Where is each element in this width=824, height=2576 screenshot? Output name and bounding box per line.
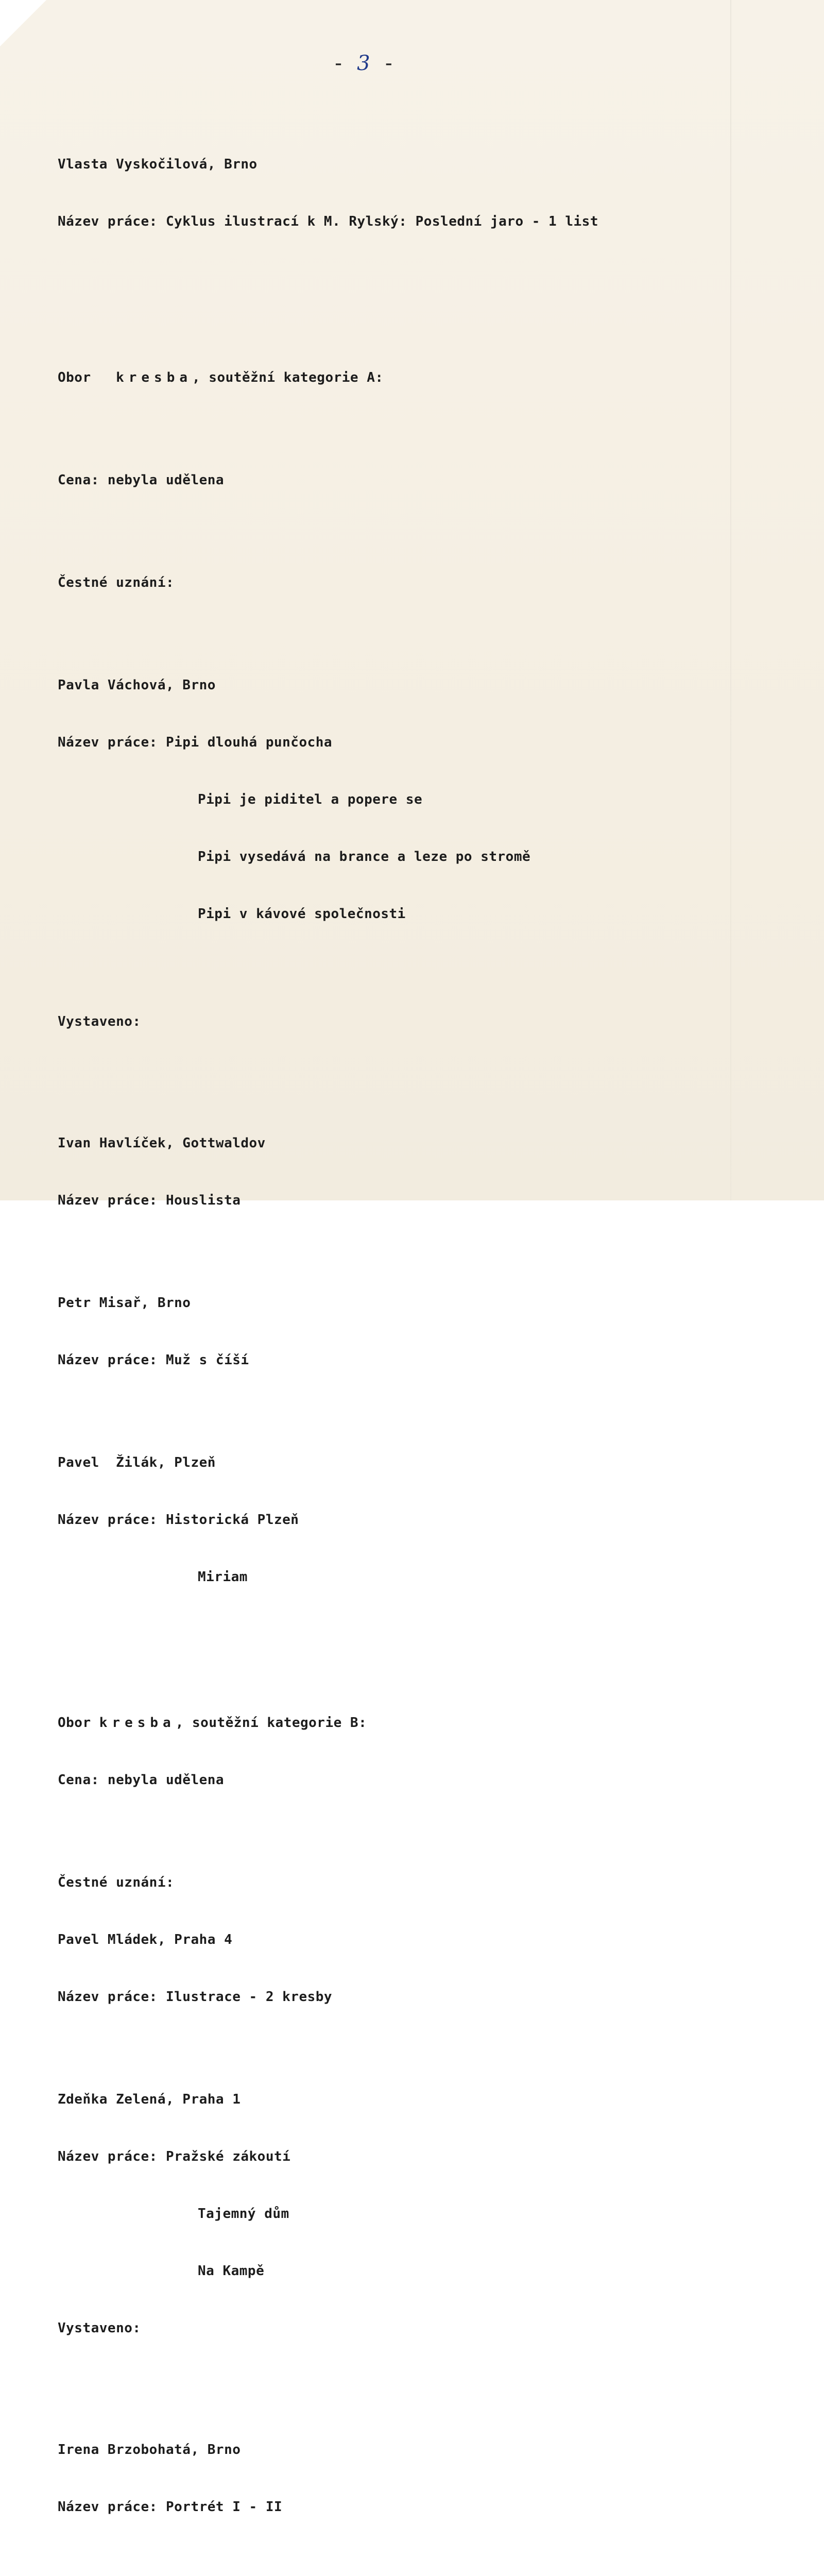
title-label: Název práce: (58, 2499, 166, 2515)
spacer (58, 2045, 774, 2052)
obor-label: Obor (58, 1715, 99, 1731)
section-a-honored-author: Pavla Váchová, Brno (58, 677, 216, 693)
exhibit-title (58, 1351, 774, 1370)
section-a-cestne-label: Čestné uznání: (58, 575, 175, 590)
page-number-prefix: - (332, 52, 357, 75)
exhibit-author: Pavel Žilák, Plzeň (58, 1455, 216, 1470)
spacer (58, 426, 774, 433)
section-a-honored-title (58, 733, 774, 752)
header-title: Cyklus ilustrací k M. Rylský: Poslední jaro - 1 list (166, 214, 598, 229)
title-label: Název práce: (58, 214, 166, 229)
document-body (58, 98, 774, 2576)
honored-author: Pavel Mládek, Praha 4 (58, 1932, 233, 1947)
section-b-cena: Cena: nebyla udělena (58, 1772, 225, 1788)
title-label: Název práce: (58, 1193, 166, 1208)
torn-corner (0, 0, 46, 46)
page-number-suffix: - (370, 52, 395, 75)
spacer (58, 1408, 774, 1415)
honored-title (58, 1988, 774, 2007)
spacer (58, 631, 774, 638)
title-label: Název práce: (58, 2149, 166, 2164)
spacer (58, 289, 774, 311)
section-a-cena: Cena: nebyla udělena (58, 472, 225, 488)
work-title: Miriam (198, 1569, 248, 1585)
work-title: Muž s číší (166, 1352, 249, 1368)
title-label: Název práce: (58, 1352, 166, 1368)
work-title: Houslista (166, 1193, 241, 1208)
spacer (58, 2555, 774, 2562)
section-b-vystaveno-label: Vystaveno: (58, 2320, 141, 2336)
section-b-heading (58, 1714, 774, 1733)
section-a-heading (58, 368, 774, 387)
work-title: Historická Plzeň (166, 1512, 299, 1528)
header-author: Vlasta Vyskočilová, Brno (58, 157, 258, 172)
obor-spaced: kresba (99, 1715, 176, 1731)
work-title: Pražské zákoutí (166, 2149, 291, 2164)
work-title: Pipi dlouhá punčocha (166, 735, 333, 750)
spacer (58, 528, 774, 535)
exhibit-author: Ivan Havlíček, Gottwaldov (58, 1136, 266, 1151)
exhibit-title (58, 1191, 774, 1210)
title-label: Název práce: (58, 1512, 166, 1528)
spacer (58, 2376, 774, 2383)
section-a-vystaveno-label: Vystaveno: (58, 1014, 141, 1029)
title-label: Název práce: (58, 1989, 166, 2005)
header-title-line (58, 212, 774, 231)
spacer (58, 1070, 774, 1077)
work-title: Ilustrace - 2 kresby (166, 1989, 333, 2005)
spacer (58, 1644, 774, 1656)
work-title: Tajemný dům (198, 2206, 289, 2222)
exhibit-author: Petr Misař, Brno (58, 1295, 191, 1311)
page-number-digit: 3 (357, 52, 370, 75)
exhibit-author: Irena Brzobohatá, Brno (58, 2442, 241, 2458)
work-title: Pipi vysedává na brance a leze po stromě (198, 849, 531, 865)
section-b-cestne-label: Čestné uznání: (58, 1875, 175, 1890)
honored-title (58, 2147, 774, 2166)
work-title: Portrét I - II (166, 2499, 283, 2515)
title-label: Název práce: (58, 735, 166, 750)
exhibit-title (58, 1511, 774, 1530)
honored-author: Zdeňka Zelená, Praha 1 (58, 2092, 241, 2107)
obor-label: Obor (58, 370, 116, 385)
spacer (58, 1828, 774, 1835)
work-title: Pipi v kávové společnosti (198, 906, 406, 922)
work-title: Na Kampě (198, 2263, 265, 2279)
work-title: Pipi je piditel a popere se (198, 792, 423, 807)
page-number (332, 52, 395, 75)
obor-category: , soutěžní kategorie B: (175, 1715, 367, 1731)
spacer (58, 1248, 774, 1256)
obor-category: , soutěžní kategorie A: (192, 370, 384, 385)
obor-spaced: kresba (116, 370, 192, 385)
exhibit-title (58, 2498, 774, 2517)
spacer (58, 962, 774, 974)
